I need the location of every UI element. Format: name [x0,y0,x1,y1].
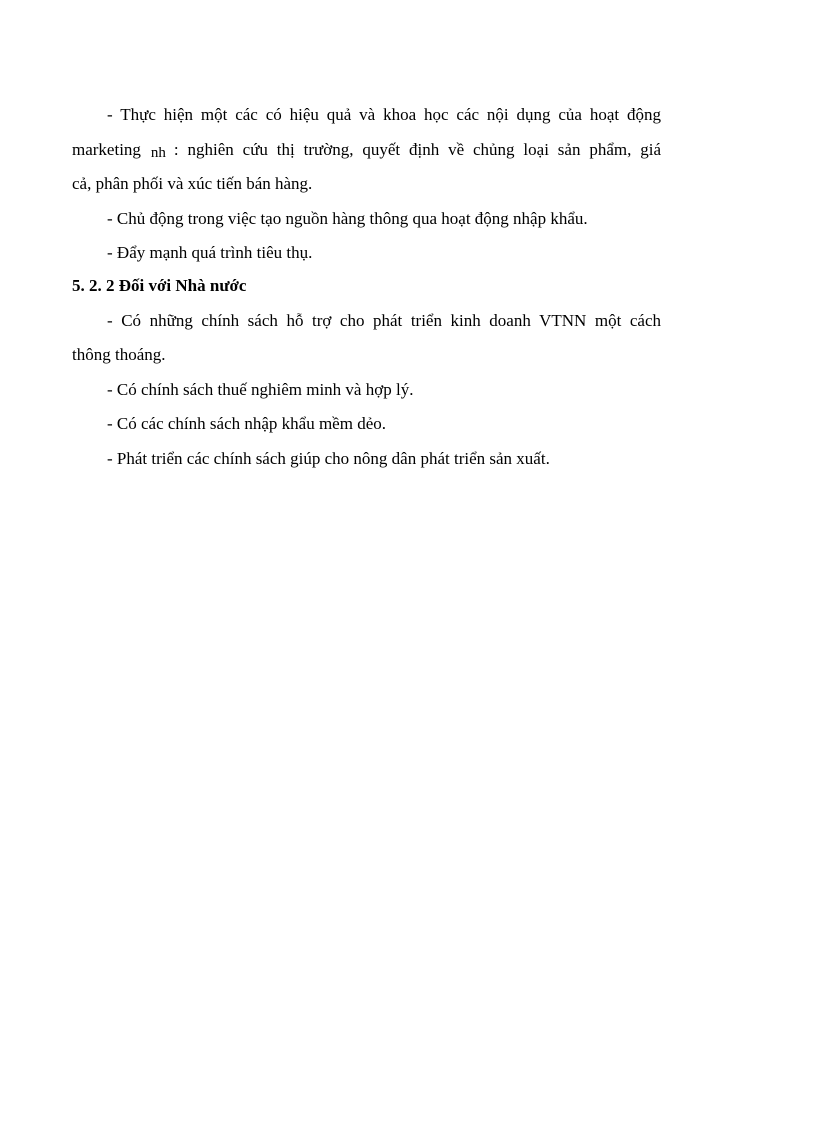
section-heading: 5. 2. 2 Đối với Nhà nước [72,276,247,295]
bullet-b-1: - Có chính sách thuế nghiêm minh và hợp lý. [107,380,414,399]
bullet-b-3: - Phát triển các chính sách giúp cho nông dân phát triển sản xuất. [107,449,550,468]
paragraph-2-line-2: thông thoáng. [72,345,166,364]
word-nh: nh [150,145,166,161]
paragraph-1-line-3: cả, phân phối và xúc tiến bán hàng. [72,174,313,193]
bullet-a-1: - Chủ động trong việc tạo nguồn hàng thông qua hoạt động nhập khẩu. [107,209,588,228]
paragraph-1-line-1: - Thực hiện một các có hiệu quả và khoa học các nội dụng của hoạt động [107,105,661,124]
bullet-b-2: - Có các chính sách nhập khẩu mềm dẻo. [107,414,386,433]
paragraph-1-line-2-rest: : nghiên cứu thị trường, quyết định về chủng loại sản phẩm, giá [173,140,661,159]
bullet-a-2: - Đẩy mạnh quá trình tiêu thụ. [107,243,313,262]
paragraph-2-line-1: - Có những chính sách hỗ trợ cho phát triển kinh doanh VTNN một cách [107,311,661,330]
paragraph-1-line-2 [72,139,661,162]
word-marketing: marketing [72,140,141,159]
